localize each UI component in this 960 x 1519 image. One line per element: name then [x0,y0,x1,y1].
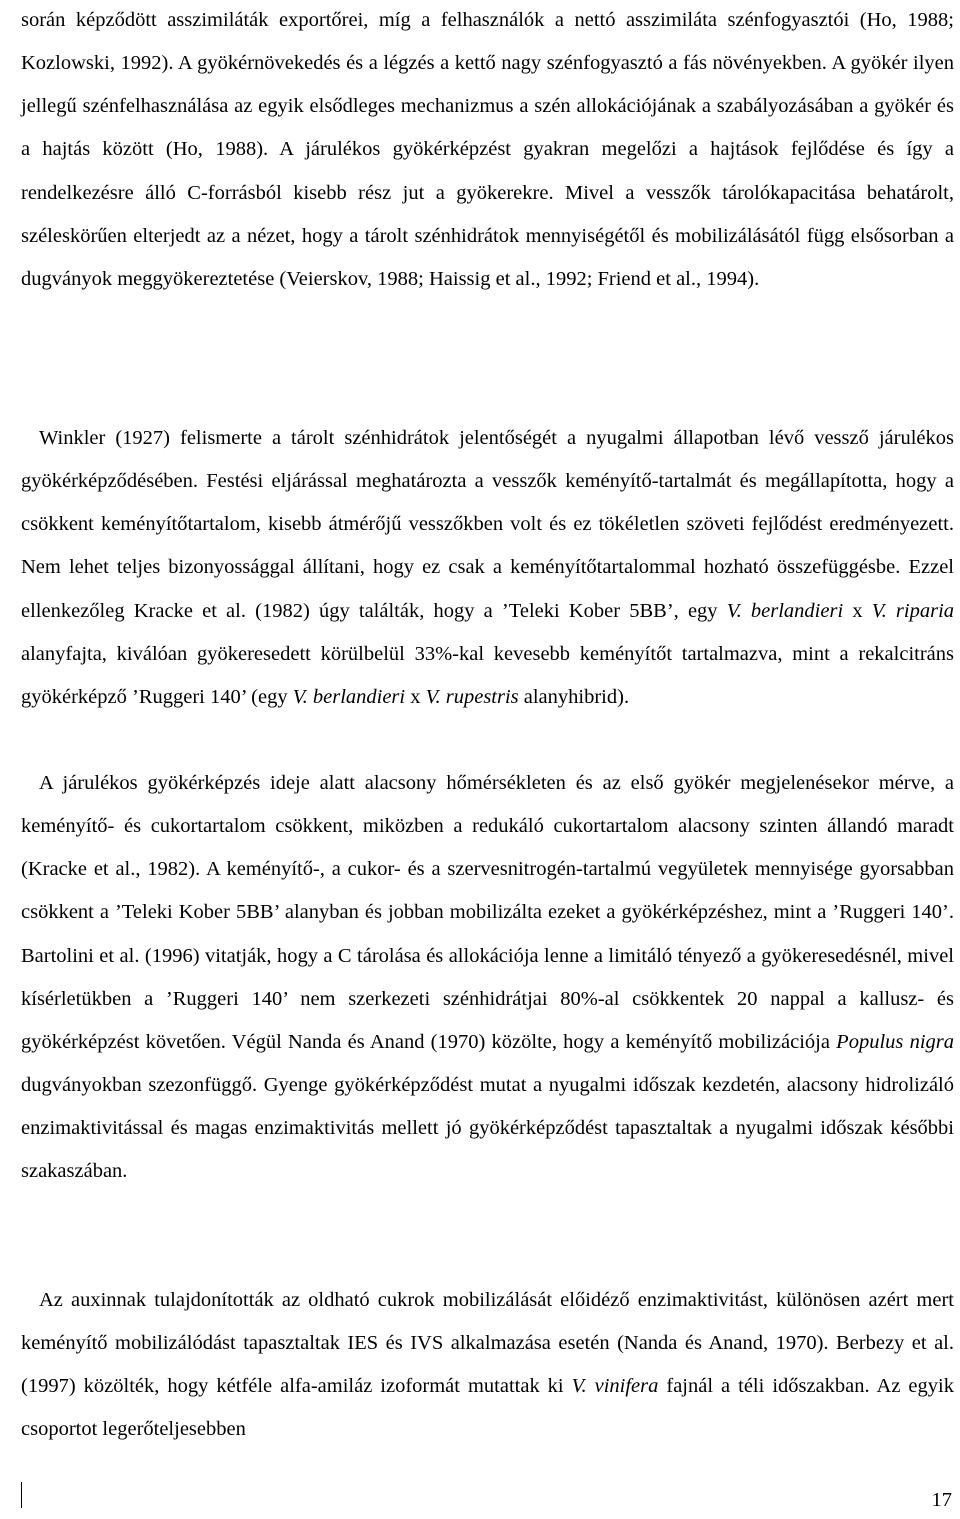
text-run: Az auxinnak tulajdonították az oldható cukrok mobilizálását előidéző enzimaktivitást, különösen azért mert keményítő mobilizálódást tapasztaltak IES és IVS alkalmazása esetén (Nanda és Anand, 1970). Berbezy et al. (1997) közölték, hogy kétféle alfa-amiláz izoformát mutattak ki [21,1289,954,1398]
paragraph-1 [21,0,954,301]
text-cursor-mark [21,1482,22,1508]
italic-species-name: Populus nigra [836,1030,954,1053]
text-run: alanyhibrid). [518,685,630,708]
paragraph-2 [21,417,954,719]
text-run: x [405,685,426,708]
text-run: során képződött asszimiláták exportőrei, míg a felhasználók a nettó asszimiláta szénfogyasztói (Ho, 1988; Kozlowski, 1992). A gyökérnövekedés és a légzés a kettő nagy szénfogyasztó a fás növényekben. A gyökér ilyen jellegű szénfelhasználása az egyik elsődleges mechanizmus a szén allokációjának a szabályozásában a gyökér és a hajtás között (Ho, 1988). A járulékos gyökérképzést gyakran megelőzi a hajtások fejlődése és így a rendelkezésre álló C-forrásból kisebb rész jut a gyökerekre. Mivel a vesszők tárolókapacitása behatárolt, széleskörűen elterjedt az a nézet, hogy a tárolt szénhidrátok mennyiségétől és mobilizálásától függ elsősorban a dugványok meggyökereztetése (Veierskov, 1988; Haissig et al., 1992; Friend et al., 1994). [21,9,954,290]
text-run: x [843,599,872,622]
italic-species-name: V. berlandieri [292,685,406,708]
paragraph-3 [21,762,954,1194]
paragraph-4 [21,1279,954,1452]
italic-species-name: V. rupestris [425,685,519,708]
text-run: A járulékos gyökérképzés ideje alatt alacsony hőmérsékleten és az első gyökér megjelenésekor mérve, a keményítő- és cukortartalom csökkent, miközben a redukáló cukortartalom alacsony szinten állandó maradt (Kracke et al., 1982). A keményítő-, a cukor- és a szervesnitrogén-tartalmú vegyületek mennyisége gyorsabban csökkent a ’Teleki Kober 5BB’ alanyban és jobban mobilizálta ezeket a gyökérképzéshez, mint a ’Ruggeri 140’. Bartolini et al. (1996) vitatják, hogy a C tárolása és allokációja lenne a limitáló tényező a gyökeresedésnél, mivel kísérletükben a ’Ruggeri 140’ nem szerkezeti szénhidrátjai 80%-al csökkentek 20 nappal a kallusz- és gyökérképzést követően. Végül Nanda és Anand (1970) közölte, hogy a keményítő mobilizációja [21,772,954,1053]
text-run: dugványokban szezonfüggő. Gyenge gyökérképződést mutat a nyugalmi időszak kezdetén, alacsony hidrolizáló enzimaktivitással és magas enzimaktivitás mellett jó gyökérképződést tapasztaltak a nyugalmi időszak későbbi szakaszában. [21,1074,954,1183]
italic-species-name: V. berlandieri [726,599,844,622]
text-run: fajnál a téli időszakban. Az egyik csoportot legerőteljesebben [21,1375,954,1441]
italic-species-name: V. vinifera [571,1375,659,1398]
page-number: 17 [931,1489,952,1511]
text-run: alanyfajta, kiválóan gyökeresedett körülbelül 33%-kal kevesebb keményítőt tartalmazva, mint a rekalcitráns gyökérképző ’Ruggeri 140’ (egy [21,642,954,708]
italic-species-name: V. riparia [871,599,955,622]
text-run: Winkler (1927) felismerte a tárolt szénhidrátok jelentőségét a nyugalmi állapotban lévő vessző járulékos gyökérképződésében. Festési eljárással meghatározta a vesszők keményítő-tartalmát és megállapította, hogy a csökkent keményítőtartalom, kisebb átmérőjű vesszőkben volt és ez tökéletlen szöveti fejlődést eredményezett. Nem lehet teljes bizonyossággal állítani, hogy ez csak a keményítőtartalommal hozható összefüggésbe. Ezzel ellenkezőleg Kracke et al. (1982) úgy találták, hogy a ’Teleki Kober 5BB’, egy [21,427,954,622]
